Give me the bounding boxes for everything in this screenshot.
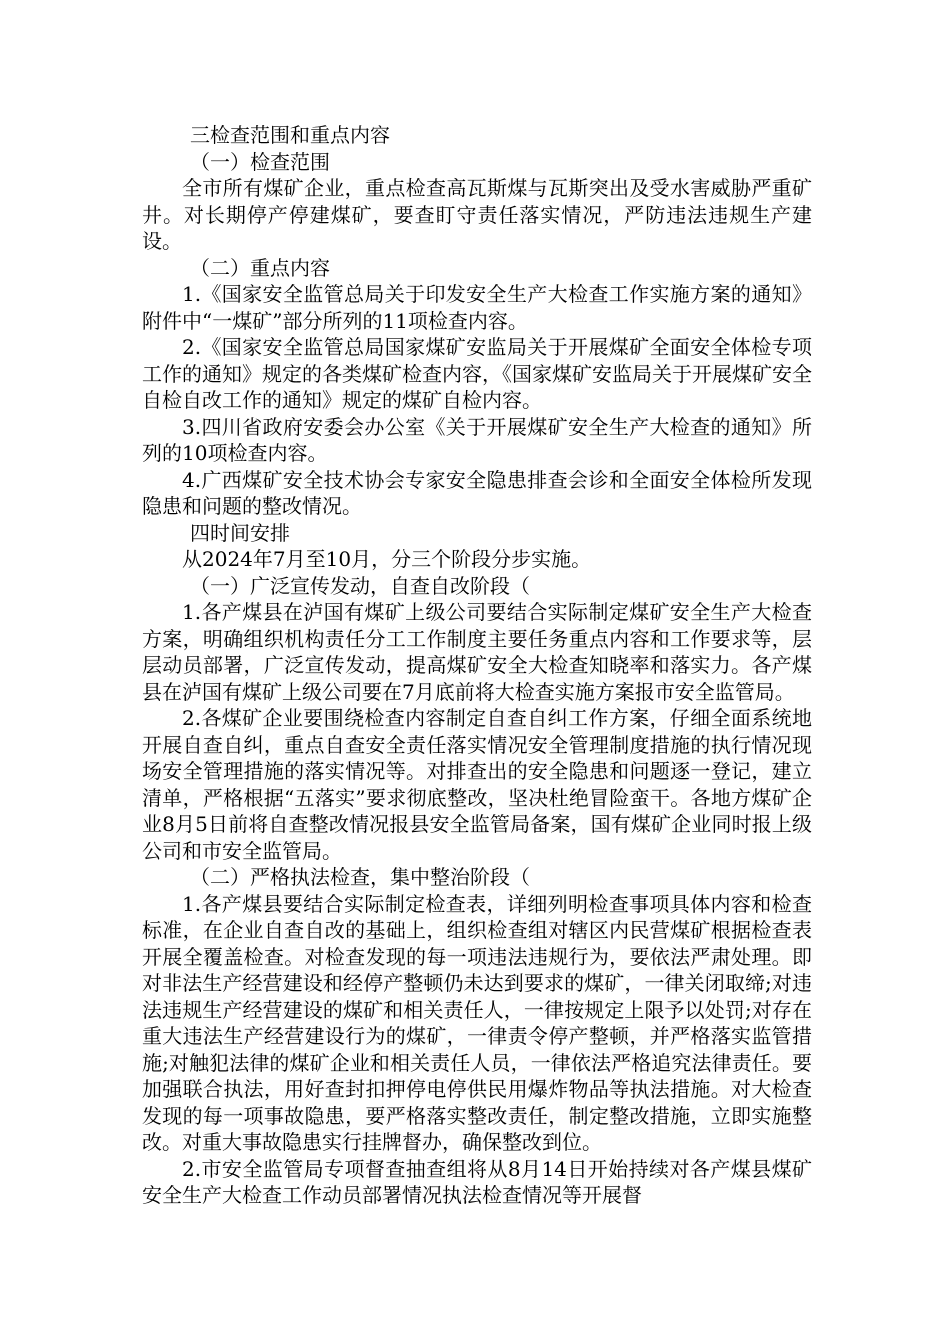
paragraph-key-content-2: 2.《国家安全监管总局国家煤矿安监局关于开展煤矿全面安全体检专项工作的通知》规定的各类煤矿检查内容，《国家煤矿安监局关于开展煤矿安全自检自改工作的通知》规定的煤矿自检内容。 (142, 335, 812, 412)
paragraph-stage-one-2: 2.各煤矿企业要围绕检查内容制定自查自纠工作方案，仔细全面系统地开展自查自纠，重点自查安全责任落实情况安全管理制度措施的执行情况现场安全管理措施的落实情况等。对排查出的安全隐患和问题逐一登记，建立清单，严格根据“五落实”要求彻底整改，坚决杜绝冒险蛮干。各地方煤矿企业8月5日前将自查整改情况报县安全监管局备案，国有煤矿企业同时报上级公司和市安全监管局。 (142, 706, 812, 863)
subheading-stage-two: （二）严格执法检查，集中整治阶段（ (190, 865, 530, 889)
paragraph-key-content-1: 1.《国家安全监管总局关于印发安全生产大检查工作实施方案的通知》附件中“一煤矿”部分所列的11项检查内容。 (142, 282, 812, 333)
subheading-stage-one: （一）广泛宣传发动，自查自改阶段（ (190, 573, 530, 598)
paragraph-key-content-4: 4.广西煤矿安全技术协会专家安全隐患排查会诊和全面安全体检所发现隐患和问题的整改情况。 (142, 467, 812, 518)
subheading-key-content: （二）重点内容 (190, 255, 330, 280)
section-heading-scope-content: 三检查范围和重点内容 (190, 123, 390, 147)
paragraph-scope: 全市所有煤矿企业，重点检查高瓦斯煤与瓦斯突出及受水害威胁严重矿井。对长期停产停建煤矿，要查盯守责任落实情况，严防违法违规生产建设。 (142, 176, 812, 253)
section-heading-schedule: 四时间安排 (190, 520, 290, 545)
paragraph-stage-two-1: 1.各产煤县要结合实际制定检查表，详细列明检查事项具体内容和检查标准，在企业自查自改的基础上，组织检查组对辖区内民营煤矿根据检查表开展全覆盖检查。对检查发现的每一项违法违规行为，要依法严肃处理。即对非法生产经营建设和经停产整顿仍未达到要求的煤矿，一律关闭取缔;对违法违规生产经营建设的煤矿和相关责任人，一律按规定上限予以处罚;对存在重大违法生产经营建设行为的煤矿，一律责令停产整顿，并严格落实监管措施;对触犯法律的煤矿企业和相关责任人员，一律依法严格追究法律责任。要加强联合执法，用好查封扣押停电停供民用爆炸物品等执法措施。对大检查发现的每一项事故隐患，要严格落实整改责任，制定整改措施，立即实施整改。对重大事故隐患实行挂牌督办，确保整改到位。 (142, 891, 812, 1154)
paragraph-key-content-3: 3.四川省政府安委会办公室《关于开展煤矿安全生产大检查的通知》所列的10项检查内容。 (142, 414, 812, 465)
subheading-scope: （一）检查范围 (190, 149, 330, 174)
document-body (142, 122, 812, 1209)
paragraph-stage-one-1: 1.各产煤县在泸国有煤矿上级公司要结合实际制定煤矿安全生产大检查方案，明确组织机构责任分工工作制度主要任务重点内容和工作要求等，层层动员部署，广泛宣传发动，提高煤矿安全大检查知晓率和落实力。各产煤县在泸国有煤矿上级公司要在7月底前将大检查实施方案报市安全监管局。 (142, 600, 812, 704)
paragraph-stage-two-2: 2.市安全监管局专项督查抽查组将从8月14日开始持续对各产煤县煤矿安全生产大检查工作动员部署情况执法检查情况等开展督 (142, 1156, 812, 1207)
paragraph-schedule-intro: 从2024年7月至10月，分三个阶段分步实施。 (182, 547, 592, 571)
